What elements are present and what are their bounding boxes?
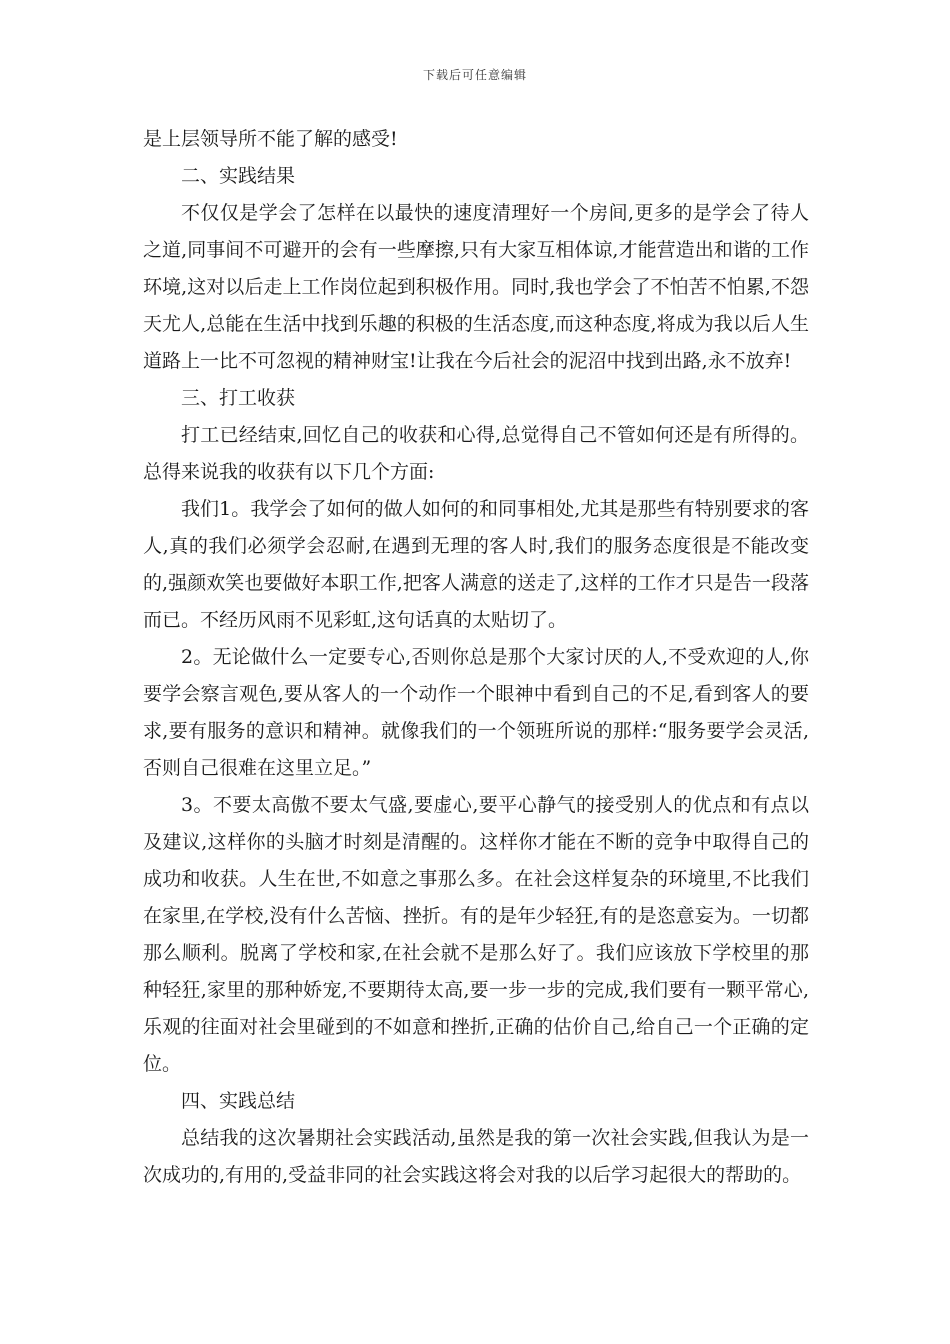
paragraph-gains-intro: 打工已经结束,回忆自己的收获和心得,总觉得自己不管如何还是有所得的。总得来说我的收获有以下几个方面: [143, 424, 809, 483]
paragraph-summary: 总结我的这次暑期社会实践活动,虽然是我的第一次社会实践,但我认为是一次成功的,有用的,受益非同的社会实践这将会对我的以后学习起很大的帮助的。 [143, 1127, 809, 1186]
section-heading-gains: 三、打工收获 [181, 387, 296, 409]
section-heading-summary: 四、实践总结 [181, 1090, 296, 1112]
document-body [143, 121, 809, 1194]
paragraph-gain-1: 我们1。我学会了如何的做人如何的和同事相处,尤其是那些有特别要求的客人,真的我们必须学会忍耐,在遇到无理的客人时,我们的服务态度很是不能改变的,强颜欢笑也要做好本职工作,把客人满意的送走了,这样的工作才只是告一段落而已。不经历风雨不见彩虹,这句话真的太贴切了。 [143, 498, 809, 631]
paragraph-continuation: 是上层领导所不能了解的感受! [143, 128, 398, 150]
paragraph-gain-3: 3。不要太高傲不要太气盛,要虚心,要平心静气的接受别人的优点和有点以及建议,这样你的头脑才时刻是清醒的。这样你才能在不断的竞争中取得自己的成功和收获。人生在世,不如意之事那么多。在社会这样复杂的环境里,不比我们在家里,在学校,没有什么苦恼、挫折。有的是年少轻狂,有的是恣意妄为。一切都那么顺利。脱离了学校和家,在社会就不是那么好了。我们应该放下学校里的那种轻狂,家里的那种娇宠,不要期待太高,要一步一步的完成,我们要有一颗平常心,乐观的往面对社会里碰到的不如意和挫折,正确的估价自己,给自己一个正确的定位。 [143, 794, 809, 1075]
paragraph-gain-2: 2。无论做什么一定要专心,否则你总是那个大家讨厌的人,不受欢迎的人,你要学会察言观色,要从客人的一个动作一个眼神中看到自己的不足,看到客人的要求,要有服务的意识和精神。就像我们的一个领班所说的那样:“服务要学会灵活,否则自己很难在这里立足。” [143, 646, 809, 779]
paragraph-results: 不仅仅是学会了怎样在以最快的速度清理好一个房间,更多的是学会了待人之道,同事间不可避开的会有一些摩擦,只有大家互相体谅,才能营造出和谐的工作环境,这对以后走上工作岗位起到积极作用。同时,我也学会了不怕苦不怕累,不怨天尤人,总能在生活中找到乐趣的积极的生活态度,而这种态度,将成为我以后人生道路上一比不可忽视的精神财宝!让我在今后社会的泥沼中找到出路,永不放弃! [143, 202, 809, 372]
page-header: 下载后可任意编辑 [422, 68, 527, 82]
section-heading-results: 二、实践结果 [181, 165, 296, 187]
